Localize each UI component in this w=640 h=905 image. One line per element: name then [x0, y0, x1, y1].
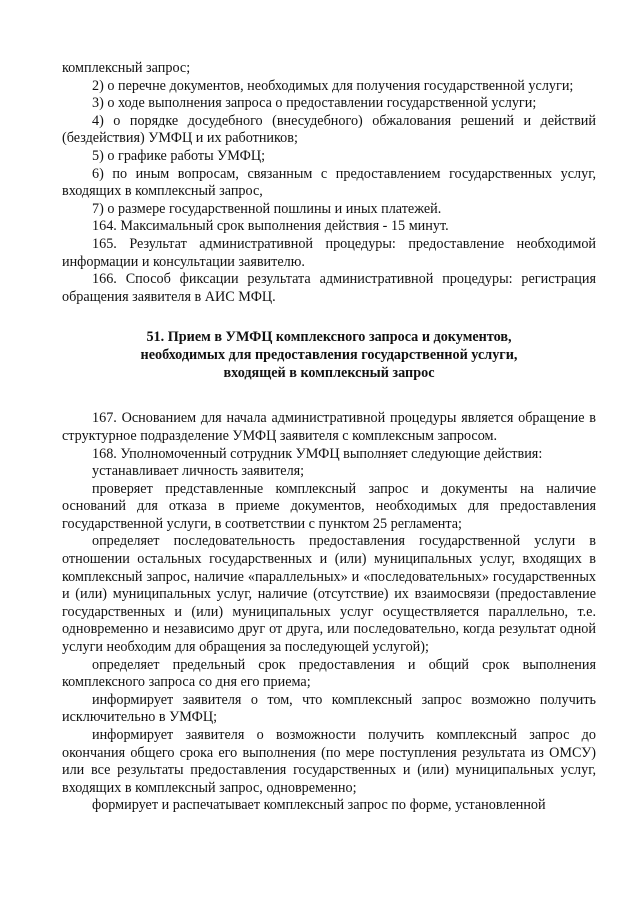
clause-paragraph: 167. Основанием для начала административной процедуры является обращение в структурное подразделение УМФЦ заявителя с комплексным запросом. — [62, 410, 596, 444]
section-heading-line: необходимых для предоставления государственной услуги, — [140, 347, 518, 364]
section-heading-line: 51. Прием в УМФЦ комплексного запроса и документов, — [146, 329, 512, 346]
action-item: устанавливает личность заявителя; — [92, 463, 305, 480]
clause-paragraph: 166. Способ фиксации результата административной процедуры: регистрация обращения заявителя в АИС МФЦ. — [62, 271, 596, 305]
text-line: комплексный запрос; — [62, 60, 191, 76]
action-item: информирует заявителя о том, что комплексный запрос возможно получить исключительно в УМФЦ; — [62, 691, 596, 726]
list-item: 7) о размере государственной пошлины и иных платежей. — [92, 200, 442, 217]
list-item: 6) по иным вопросам, связанным с предоставлением государственных услуг, входящих в комплексный запрос, — [62, 165, 596, 200]
section-heading — [62, 328, 596, 382]
body-text-top — [62, 60, 596, 306]
body-text-bottom — [62, 410, 596, 815]
section-heading-line: входящей в комплексный запрос — [223, 365, 435, 382]
action-item: проверяет представленные комплексный запрос и документы на наличие оснований для отказа в приеме документов, необходимых для предоставления государственной услуги, в соответствии с пунктом 25 регламента; — [62, 480, 596, 532]
list-item: 3) о ходе выполнения запроса о предоставлении государственной услуги; — [92, 95, 537, 112]
clause-paragraph: 165. Результат административной процедуры: предоставление необходимой информации и консультации заявителю. — [62, 235, 596, 270]
action-item: определяет последовательность предоставления государственной услуги в отношении остальных государственных и (или) муниципальных услуг, входящих в комплексный запрос, наличие «параллельных» и «последовательных» государственных и (или) муниципальных услуг, наличие (отсутствие) их взаимосвязи (предоставление государственных и (или) муниципальных услуг осуществляется параллельно, т.е. одновременно и независимо друг от друга, или последовательно, когда результат одной услуги необходим для обращения за последующей услугой); — [62, 533, 596, 656]
action-item: формирует и распечатывает комплексный запрос по форме, установленной — [92, 797, 546, 814]
clause-paragraph: 164. Максимальный срок выполнения действия - 15 минут. — [92, 218, 449, 235]
clause-paragraph: 168. Уполномоченный сотрудник УМФЦ выполняет следующие действия: — [92, 445, 543, 462]
list-item: 2) о перечне документов, необходимых для получения государственной услуги; — [92, 77, 574, 94]
list-item: 4) о порядке досудебного (внесудебного) обжалования решений и действий (бездействия) УМФЦ и их работников; — [62, 112, 596, 147]
action-item: информирует заявителя о возможности получить комплексный запрос до окончания общего срока его выполнения (по мере поступления результата из ОМСУ) или все результаты предоставления государственных и (или) муниципальных услуг, входящих в комплексный запрос, одновременно; — [62, 727, 596, 796]
list-item: 5) о графике работы УМФЦ; — [92, 147, 266, 164]
action-item: определяет предельный срок предоставления и общий срок выполнения комплексного запроса со дня его приема; — [62, 656, 596, 691]
